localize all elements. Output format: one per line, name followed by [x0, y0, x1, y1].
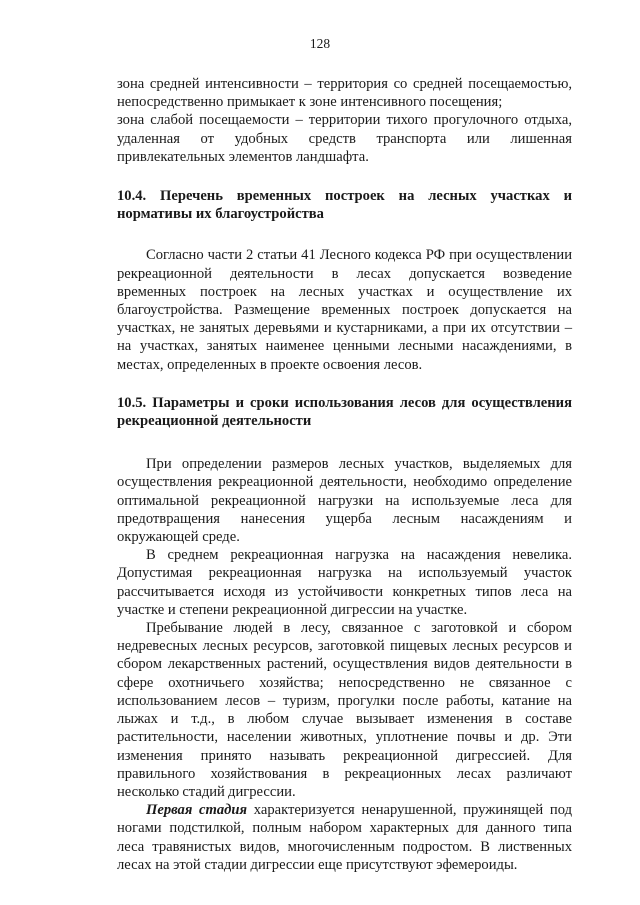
page-number: 128	[309, 36, 331, 51]
section-10-5-paragraph-3: Пребывание людей в лесу, связанное с заготовкой и сбором недревесных лесных ресурсов, заготовкой пищевых лесных ресурсов и сбором лекарственных растений, осуществления видов деятельности в сфере охотничьего хозяйства; непосредственно не связанное с использованием лесов – туризм, прогулки после работы, катание на лыжах и т.д., в любом случае вызывает изменения в составе растительности, населении животных, уплотнение почвы и др. Эти изменения принято называть рекреационной дигрессией. Для правильного хозяйствования в рекреационных лесах различают несколько стадий дигрессии.	[117, 620, 572, 800]
section-10-5-heading: 10.5. Параметры и сроки использования лесов для осуществления рекреационной деятельности	[117, 394, 572, 430]
section-10-5-paragraph-2: В среднем рекреационная нагрузка на насаждения невелика. Допустимая рекреационная нагрузка на используемый участок рассчитывается исходя из устойчивости конкретных типов леса на участке и степени рекреационной дигрессии на участке.	[117, 547, 572, 618]
first-stage-term: Первая стадия	[146, 802, 248, 819]
zone-medium-paragraph: зона средней интенсивности – территория со средней посещаемостью, непосредственно примыкает к зоне интенсивного посещения;	[117, 76, 572, 111]
section-10-4-paragraph: Согласно части 2 статьи 41 Лесного кодекса РФ при осуществлении рекреационной деятельности в лесах допускается возведение временных построек на лесных участках и осуществление их благоустройства. Размещение временных построек допускается на участках, не занятых деревьями и кустарниками, а при их отсутствии – на участках, занятых наименее ценными лесными насаждениями, в местах, определенных в проекте освоения лесов.	[117, 247, 572, 373]
zone-low-paragraph: зона слабой посещаемости – территории тихого прогулочного отдыха, удаленная от удобных средств транспорта или лишенная привлекательных элементов ландшафта.	[117, 112, 572, 165]
section-10-5-paragraph-1: При определении размеров лесных участков, выделяемых для осуществления рекреационной деятельности, необходимо определение оптимальной рекреационной нагрузки на используемые леса для предотвращения нанесения ущерба лесным насаждениям и окружающей среде.	[117, 456, 572, 546]
first-stage-paragraph	[117, 801, 572, 874]
section-10-4-heading: 10.4. Перечень временных построек на лесных участках и нормативы их благоустройства	[117, 188, 572, 223]
page-body	[117, 75, 572, 874]
first-stage-text: характеризуется ненарушенной, пружинящей под ногами подстилкой, полным набором характерных для данного типа леса травянистых видов, многочисленным подростом. В лиственных лесах на этой стадии дигрессии еще присутствуют эфемероиды.	[117, 802, 572, 873]
